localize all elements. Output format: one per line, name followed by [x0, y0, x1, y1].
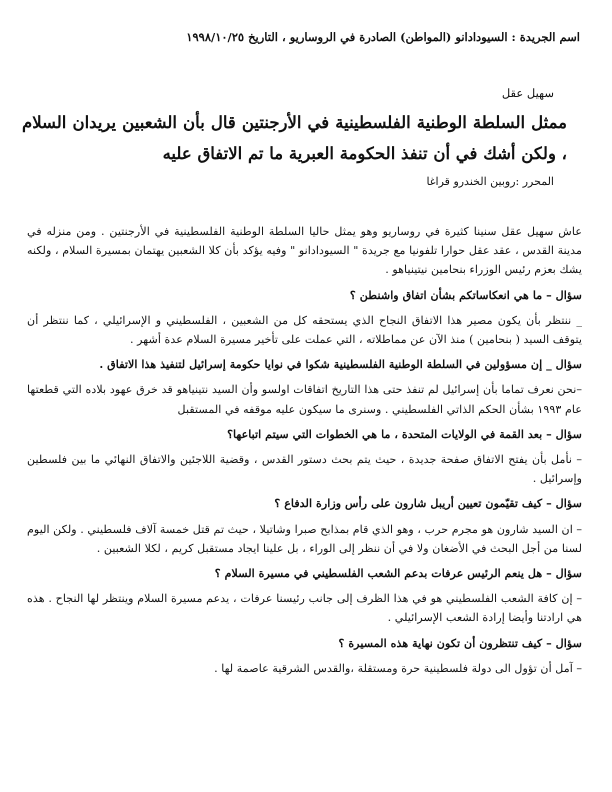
qa-block-2 [27, 355, 582, 419]
question-3: سؤال – بعد القمة في الولايات المتحدة ، ما هي الخطوات التي سيتم اتباعها؟ [227, 426, 582, 441]
author-name: سهيل عقل [501, 86, 554, 100]
qa-block-4 [27, 494, 582, 558]
answer-5: – إن كافة الشعب الفلسطيني هو في هذا الظرف إلى جانب رئيسنا عرفات ، يدعم مسيرة السلام وينتظر لها النجاح . هذه هي ارادتنا وأيضا إرادة الشعب الإسرائيلي . [27, 592, 582, 625]
article-body [27, 222, 582, 684]
answer-6: – آمل أن تؤول الى دولة فلسطينية حرة ومستقلة ،والقدس الشرقية عاصمة لها . [214, 661, 582, 675]
newspaper-source-line: اسم الجريدة : السيودادانو (المواطن) الصادرة في الروساريو ، التاريخ ١٩٩٨/١٠/٢٥ [186, 30, 580, 44]
question-6: سؤال – كيف تنتظرون أن تكون نهاية هذه المسيرة ؟ [338, 635, 582, 650]
answer-2: –نحن نعرف تماما بأن إسرائيل لم تنفذ حتى هذا التاريخ اتفاقات اولسو وأن السيد نتينياهو قد خرق عهود بلاده التي قطعتها عام ١٩٩٣ بشأن الحكم الذاتي الفلسطيني . وسنرى ما سيكون عليه موقفه في المستقبل [27, 383, 582, 416]
qa-block-6 [27, 634, 582, 678]
question-2: سؤال _ إن مسؤولين في السلطة الوطنية الفلسطينية شكوا في نوايا حكومة إسرائيل لتنفيذ هذا الاتفاق . [99, 357, 582, 372]
answer-1: _ ننتظر بأن يكون مصير هذا الاتفاق النجاح الذي يستحقه كل من الشعبين ، الفلسطيني و الإسرائيلي ، كما ننتظر أن يتوقف السيد ( بنحامين ) منذ الآن عن مماطلاته ، التي عملت على تأخير مسيرة السلام عدة أشهر . [27, 313, 582, 347]
qa-block-1 [27, 286, 582, 350]
article-headline: ممثل السلطة الوطنية الفلسطينية في الأرجنتين قال بأن الشعبين يريدان السلام ، ولكن أشك في أن تنفذ الحكومة العبرية ما تم الاتفاق عليه [22, 113, 567, 163]
question-4: سؤال – كيف تقيّمون تعيين أريبل شارون على رأس وزارة الدفاع ؟ [274, 496, 582, 511]
intro-paragraph: عاش سهيل عقل سنينا كثيرة في روساريو وهو يمثل حاليا السلطة الوطنية الفلسطينية في الأرجنتين . ومن منزله في مدينة القدس ، عقد عقل حوارا تلفونيا مع جريدة " السيودادانو " وفيه يؤكد بأن كلا الشعبين يهتمان بمسيرة السلام ، ولكنه يشك بعزم رئيس الوزراء بنحامين نيتينياهو . [27, 225, 582, 277]
answer-4: – ان السيد شارون هو مجرم حرب ، وهو الذي قام بمذابح صبرا وشاتيلا ، حيث تم قتل خمسة آلاف فلسطيني . ولكن اليوم لسنا من أجل البحث في الأضغان ولا في أن ننظر إلى الوراء ، بل علينا ايجاد مستقبل كريم ، لكلا الشعبين . [27, 522, 582, 555]
question-5: سؤال – هل ينعم الرئيس عرفات بدعم الشعب الفلسطيني في مسيرة السلام ؟ [214, 566, 582, 581]
editor-credit: المحرر :روبين الخندرو قراغا [426, 175, 554, 188]
qa-block-3 [27, 425, 582, 489]
qa-block-5 [27, 564, 582, 628]
answer-3: – نأمل بأن يفتح الاتفاق صفحة جديدة ، حيث يتم بحث دستور القدس ، وقضية اللاجئين والاتفاق النهائي ما بين فلسطين وإسرائيل . [27, 453, 582, 486]
question-1: سؤال – ما هي انعكاساتكم بشأن اتفاق واشنطن ؟ [349, 287, 582, 302]
